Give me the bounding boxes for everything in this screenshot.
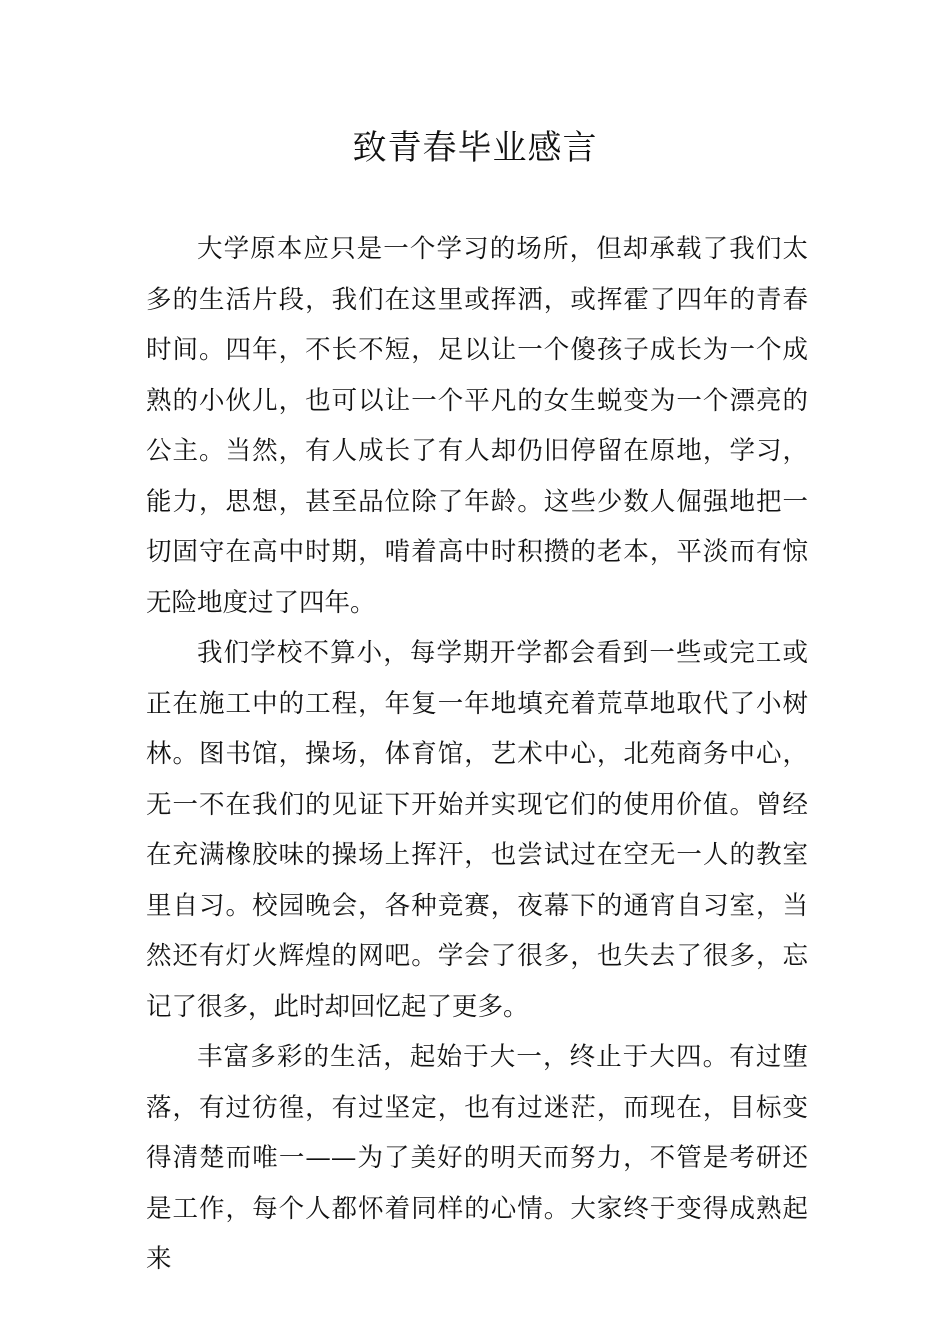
paragraph-3: 丰富多彩的生活，起始于大一，终止于大四。有过堕落，有过彷徨，有过坚定，也有过迷茫，而现在，目标变得清楚而唯一——为了美好的明天而努力，不管是考研还是工作，每个人都怀着同样的心情。大家终于变得成熟起来 — [146, 1042, 808, 1274]
paragraph-1: 大学原本应只是一个学习的场所，但却承载了我们太多的生活片段，我们在这里或挥洒，或挥霍了四年的青春时间。四年，不长不短，足以让一个傻孩子成长为一个成熟的小伙儿，也可以让一个平凡的女生蜕变为一个漂亮的公主。当然，有人成长了有人却仍旧停留在原地，学习，能力，思想，甚至品位除了年龄。这些少数人倔强地把一切固守在高中时期，啃着高中时积攒的老本，平淡而有惊无险地度过了四年。 — [146, 234, 808, 618]
document-title: 致青春毕业感言 — [352, 128, 598, 168]
document-body — [146, 224, 808, 1285]
paragraph-2: 我们学校不算小，每学期开学都会看到一些或完工或正在施工中的工程，年复一年地填充着荒草地取代了小树林。图书馆，操场，体育馆，艺术中心，北苑商务中心，无一不在我们的见证下开始并实现它们的使用价值。曾经在充满橡胶味的操场上挥汗，也尝试过在空无一人的教室里自习。校园晚会，各种竞赛，夜幕下的通宵自习室，当然还有灯火辉煌的网吧。学会了很多，也失去了很多，忘记了很多，此时却回忆起了更多。 — [146, 638, 808, 1022]
